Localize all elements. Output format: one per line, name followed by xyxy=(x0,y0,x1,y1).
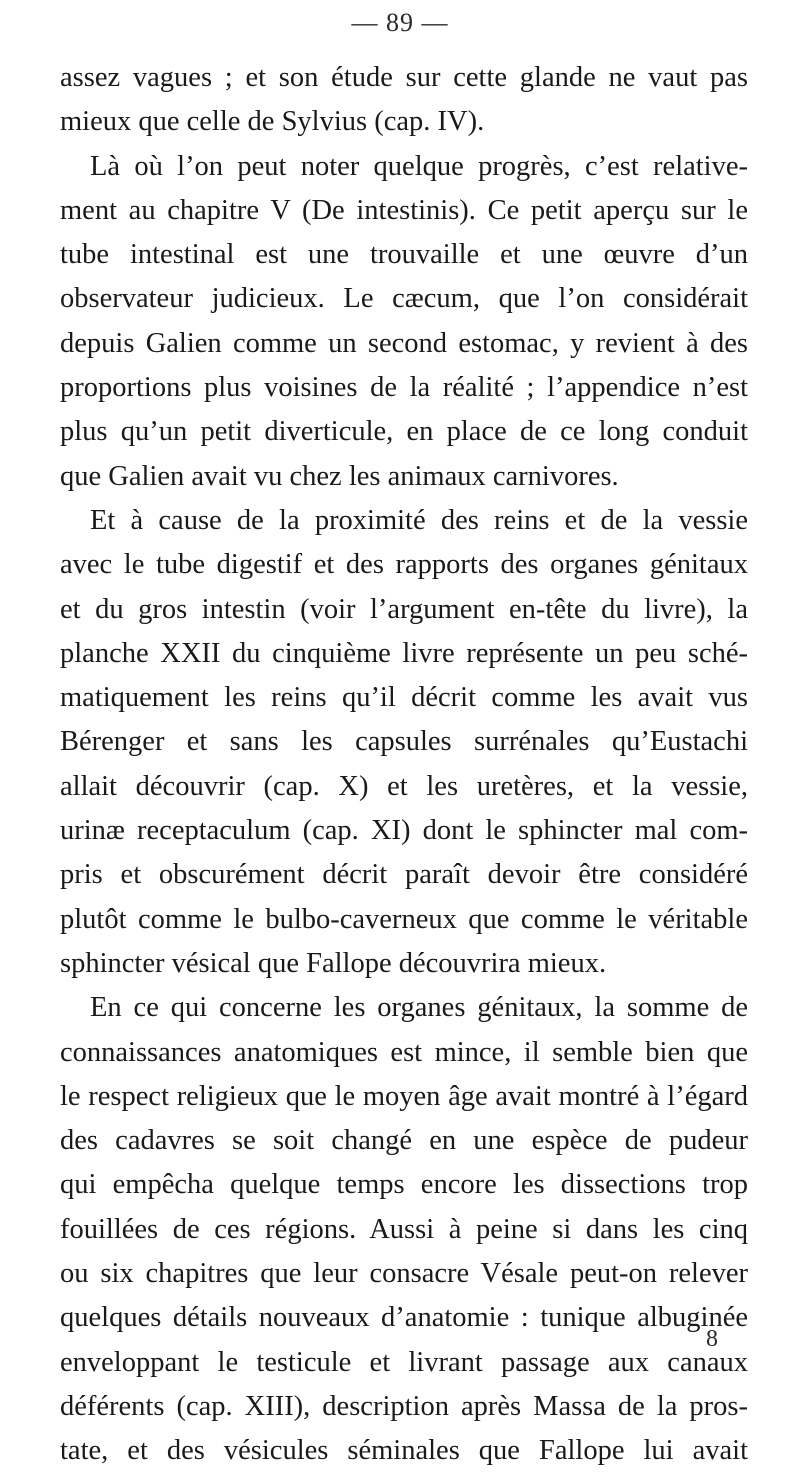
text-line: connaissances anatomiques est mince, il semble bien que xyxy=(60,1036,748,1068)
text-line: ou six chapitres que leur consacre Vésale peut-on relever xyxy=(60,1258,748,1290)
text-line: pris et obscurément décrit paraît devoir être considéré xyxy=(60,859,748,891)
text-line: proportions plus voisines de la réalité ; l’appendice n’est xyxy=(60,372,748,404)
text-line: qui empêcha quelque temps encore les dissections trop xyxy=(60,1169,748,1201)
text-line: plutôt comme le bulbo-caverneux que comme le véritable xyxy=(60,903,748,935)
text-line: que Galien avait vu chez les animaux carnivores. xyxy=(60,460,619,492)
text-line: mieux que celle de Sylvius (cap. IV). xyxy=(60,106,485,138)
text-line: En ce qui concerne les organes génitaux, la somme de xyxy=(90,992,748,1024)
text-line: quelques détails nouveaux d’anatomie : tunique albuginée xyxy=(60,1302,748,1334)
text-line: tube intestinal est une trouvaille et une œuvre d’un xyxy=(60,239,748,271)
text-line: depuis Galien comme un second estomac, y revient à des xyxy=(60,327,748,359)
printer-signature-mark: 8 xyxy=(706,1326,718,1352)
text-line: Bérenger et sans les capsules surrénales qu’Eustachi xyxy=(60,726,748,758)
text-line: tate, et des vésicules séminales que Fallope lui avait xyxy=(60,1435,748,1467)
text-line: observateur judicieux. Le cæcum, que l’on considérait xyxy=(60,283,748,315)
text-line: Là où l’on peut noter quelque progrès, c’est relative- xyxy=(90,150,748,182)
text-line: allait découvrir (cap. X) et les uretères, et la vessie, xyxy=(60,770,748,802)
text-line: déférents (cap. XIII), description après Massa de la pros- xyxy=(60,1390,748,1422)
text-line: plus qu’un petit diverticule, en place de ce long conduit xyxy=(60,416,748,448)
text-line: ment au chapitre V (De intestinis). Ce petit aperçu sur le xyxy=(60,194,748,226)
text-line: Et à cause de la proximité des reins et de la vessie xyxy=(90,504,748,536)
text-line: assez vagues ; et son étude sur cette glande ne vaut pas xyxy=(60,62,748,93)
text-line: le respect religieux que le moyen âge avait montré à l’égard xyxy=(60,1080,748,1112)
text-line: des cadavres se soit changé en une espèce de pudeur xyxy=(60,1125,748,1157)
text-line: enveloppant le testicule et livrant passage aux canaux xyxy=(60,1346,748,1378)
page-number: — 89 — xyxy=(351,8,449,37)
text-line: et du gros intestin (voir l’argument en-tête du livre), la xyxy=(60,593,748,625)
text-line: fouillées de ces régions. Aussi à peine si dans les cinq xyxy=(60,1213,748,1245)
text-line: sphincter vésical que Fallope découvrira mieux. xyxy=(60,947,607,979)
text-line: avec le tube digestif et des rapports des organes génitaux xyxy=(60,549,748,581)
text-line: planche XXII du cinquième livre représente un peu sché- xyxy=(60,637,748,669)
body-text xyxy=(60,56,748,1474)
text-line: urinæ receptaculum (cap. XI) dont le sphincter mal com- xyxy=(60,815,748,847)
text-line: matiquement les reins qu’il décrit comme les avait vus xyxy=(60,682,748,714)
